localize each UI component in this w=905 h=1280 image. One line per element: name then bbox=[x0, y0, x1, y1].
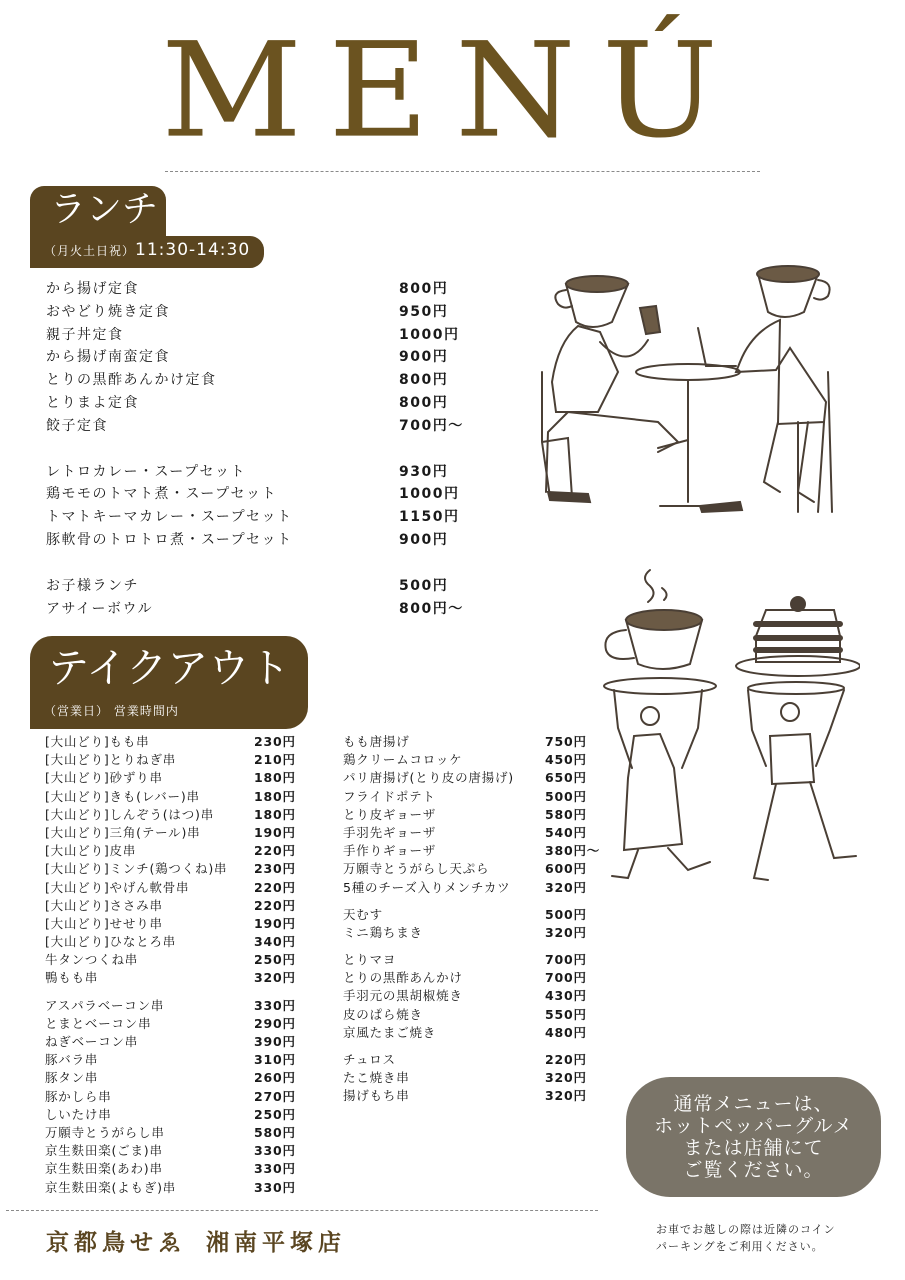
item-price: 180円 bbox=[254, 770, 296, 786]
item-name: [大山どり]もも串 bbox=[45, 734, 150, 749]
item-price: 250円 bbox=[254, 1106, 296, 1122]
item-price: 380円〜 bbox=[545, 843, 601, 859]
item-price: 330円 bbox=[254, 997, 296, 1013]
menu-item bbox=[46, 575, 476, 598]
menu-item bbox=[343, 906, 603, 924]
item-name: 豚バラ串 bbox=[45, 1052, 99, 1068]
item-name: 京生麩田楽(ごま)串 bbox=[45, 1143, 163, 1159]
menu-item bbox=[45, 1142, 305, 1160]
item-price: 190円 bbox=[254, 915, 296, 931]
item-name: から揚げ定食 bbox=[46, 281, 139, 297]
menu-item bbox=[343, 751, 603, 769]
item-price: 800円 bbox=[399, 394, 449, 411]
menu-item bbox=[45, 824, 305, 842]
item-price: 800円 bbox=[399, 372, 449, 389]
item-price: 650円 bbox=[545, 770, 587, 786]
menu-item bbox=[45, 860, 305, 878]
item-name: 手羽元の黒胡椒焼き bbox=[343, 988, 463, 1004]
item-price: 190円 bbox=[254, 824, 296, 840]
menu-item bbox=[46, 324, 476, 347]
shop-branch: 湘南平塚店 bbox=[206, 1230, 346, 1256]
item-name: 手羽先ギョーザ bbox=[343, 824, 437, 840]
menu-item bbox=[343, 733, 603, 751]
item-name: [大山どり]三角(テール)串 bbox=[45, 824, 201, 840]
item-name: 牛タンつくね串 bbox=[45, 952, 139, 968]
bottom-divider bbox=[6, 1210, 598, 1211]
item-price: 500円 bbox=[545, 788, 587, 804]
item-price: 320円 bbox=[254, 970, 296, 986]
item-price: 800円〜 bbox=[399, 600, 464, 617]
menu-item bbox=[46, 346, 476, 369]
item-price: 310円 bbox=[254, 1052, 296, 1068]
item-name: とまとベーコン串 bbox=[45, 1015, 152, 1031]
item-price: 250円 bbox=[254, 952, 296, 968]
item-name: 鶏モモのトマト煮・スープセット bbox=[46, 486, 277, 503]
menu-item bbox=[46, 598, 476, 621]
menu-item bbox=[45, 1015, 305, 1033]
menu-item bbox=[45, 1033, 305, 1051]
notice-line: または店舗にて bbox=[683, 1137, 824, 1159]
item-name: 鴨もも串 bbox=[45, 970, 99, 986]
item-name: [大山どり]とりねぎ串 bbox=[45, 752, 177, 768]
item-name: 5種のチーズ入りメンチカツ bbox=[343, 879, 511, 895]
item-price: 450円 bbox=[545, 752, 587, 768]
takeout-list-left bbox=[45, 733, 305, 1197]
item-price: 480円 bbox=[545, 1024, 587, 1040]
item-name: フライドポテト bbox=[343, 788, 436, 804]
takeout-heading: テイクアウト bbox=[48, 644, 291, 692]
item-price: 700円 bbox=[545, 970, 587, 986]
item-price: 1000円 bbox=[399, 486, 460, 503]
item-name: 豚タン串 bbox=[45, 1070, 99, 1086]
menu-item bbox=[45, 751, 305, 769]
menu-item bbox=[45, 1051, 305, 1069]
item-price: 220円 bbox=[545, 1052, 587, 1067]
item-name: トマトキーマカレー・スープセット bbox=[46, 509, 293, 526]
item-price: 900円 bbox=[399, 531, 449, 548]
item-name: 餃子定食 bbox=[46, 417, 108, 434]
item-price: 270円 bbox=[254, 1088, 296, 1104]
notice-line: ご覧ください。 bbox=[683, 1159, 824, 1181]
menu-item bbox=[46, 392, 476, 415]
shop-brand: 京都鳥せゑ bbox=[46, 1230, 186, 1256]
menu-item bbox=[343, 969, 603, 987]
menu-item bbox=[343, 1087, 603, 1105]
menu-item bbox=[45, 1124, 305, 1142]
item-name: 鶏クリームコロッケ bbox=[343, 752, 463, 768]
item-price: 180円 bbox=[254, 788, 296, 804]
lunch-heading: ランチ bbox=[50, 189, 159, 230]
item-name: とりまよ定食 bbox=[46, 394, 139, 411]
item-name: [大山どり]ミンチ(鶏つくね)串 bbox=[45, 861, 228, 877]
item-name: チュロス bbox=[343, 1052, 396, 1067]
menu-item bbox=[343, 1051, 603, 1069]
item-name: 揚げもち串 bbox=[343, 1088, 410, 1104]
menu-item bbox=[343, 860, 603, 878]
item-name: [大山どり]しんぞう(はつ)串 bbox=[45, 806, 215, 822]
menu-item bbox=[45, 933, 305, 951]
menu-item bbox=[45, 915, 305, 933]
item-price: 1150円 bbox=[399, 509, 460, 526]
item-name: アサイーボウル bbox=[46, 600, 154, 617]
menu-item bbox=[45, 1160, 305, 1178]
item-name: [大山どり]きも(レバー)串 bbox=[45, 788, 200, 804]
menu-item bbox=[45, 879, 305, 897]
regular-menu-notice bbox=[626, 1077, 881, 1197]
item-price: 320円 bbox=[545, 879, 587, 895]
item-name: から揚げ南蛮定食 bbox=[46, 349, 170, 366]
menu-item bbox=[46, 415, 476, 438]
lunch-menu-list bbox=[46, 278, 476, 620]
menu-item bbox=[343, 879, 603, 897]
item-name: おやどり焼き定食 bbox=[46, 303, 170, 320]
item-name: [大山どり]皮串 bbox=[45, 843, 137, 859]
item-price: 210円 bbox=[254, 752, 296, 768]
item-price: 1000円 bbox=[399, 326, 460, 343]
item-price: 220円 bbox=[254, 843, 296, 859]
menu-item bbox=[343, 806, 603, 824]
menu-item bbox=[45, 788, 305, 806]
menu-item bbox=[343, 824, 603, 842]
item-name: パリ唐揚げ(とり皮の唐揚げ) bbox=[343, 770, 514, 786]
item-name: とり皮ギョーザ bbox=[343, 806, 437, 822]
item-price: 340円 bbox=[254, 934, 296, 950]
item-price: 330円 bbox=[254, 1161, 296, 1177]
item-name: とりの黒酢あんかけ bbox=[343, 970, 463, 986]
item-price: 230円 bbox=[254, 861, 296, 877]
item-name: 手作りギョーザ bbox=[343, 843, 437, 859]
menu-item bbox=[45, 1088, 305, 1106]
item-name: 京風たまご焼き bbox=[343, 1024, 437, 1040]
item-name: 皮のぱら焼き bbox=[343, 1006, 423, 1022]
item-name: 豚かしら串 bbox=[45, 1088, 112, 1104]
menu-item bbox=[343, 1024, 603, 1042]
item-price: 330円 bbox=[254, 1179, 296, 1195]
item-name: 京生麩田楽(よもぎ)串 bbox=[45, 1179, 177, 1195]
item-name: とりの黒酢あんかけ定食 bbox=[46, 372, 217, 389]
takeout-hours: （営業日） 営業時間内 bbox=[44, 704, 179, 718]
notice-line: ホットペッパーグルメ bbox=[654, 1115, 853, 1137]
item-name: レトロカレー・スープセット bbox=[46, 463, 246, 480]
shop-name bbox=[46, 1224, 346, 1257]
waiters-illustration bbox=[598, 558, 860, 888]
top-divider bbox=[165, 171, 760, 172]
item-price: 930円 bbox=[399, 463, 449, 480]
lunch-time: 11:30-14:30 bbox=[135, 240, 251, 260]
item-price: 390円 bbox=[254, 1034, 296, 1049]
item-price: 260円 bbox=[254, 1070, 296, 1086]
menu-item bbox=[46, 506, 476, 529]
item-price: 580円 bbox=[545, 806, 587, 822]
item-price: 750円 bbox=[545, 734, 587, 749]
item-price: 220円 bbox=[254, 897, 296, 913]
item-name: [大山どり]せせり串 bbox=[45, 915, 163, 931]
menu-item bbox=[45, 997, 305, 1015]
menu-item bbox=[46, 301, 476, 324]
menu-item bbox=[45, 733, 305, 751]
item-name: 万願寺とうがらし天ぷら bbox=[343, 861, 490, 877]
item-name: 京生麩田楽(あわ)串 bbox=[45, 1161, 163, 1177]
item-name: 豚軟骨のトロトロ煮・スープセット bbox=[46, 531, 293, 548]
item-price: 700円〜 bbox=[399, 417, 464, 434]
notice-line: 通常メニューは、 bbox=[673, 1093, 834, 1115]
item-name: 天むす bbox=[343, 906, 383, 922]
item-price: 700円 bbox=[545, 952, 587, 968]
item-price: 290円 bbox=[254, 1015, 296, 1031]
lunch-hours bbox=[44, 240, 250, 261]
parking-notice-line: お車でお越しの際は近隣のコイン bbox=[656, 1223, 836, 1236]
takeout-list-right bbox=[343, 733, 603, 1106]
menu-item bbox=[45, 969, 305, 987]
menu-item bbox=[45, 1179, 305, 1197]
menu-item bbox=[45, 842, 305, 860]
menu-item bbox=[45, 806, 305, 824]
menu-item bbox=[46, 529, 476, 552]
item-name: とりマヨ bbox=[343, 952, 397, 968]
menu-item bbox=[343, 788, 603, 806]
menu-item bbox=[343, 1069, 603, 1087]
menu-item bbox=[45, 1069, 305, 1087]
item-price: 600円 bbox=[545, 861, 587, 877]
item-name: [大山どり]やげん軟骨串 bbox=[45, 879, 190, 895]
item-name: ねぎベーコン串 bbox=[45, 1034, 139, 1049]
lunch-days: （月火土日祝） bbox=[44, 244, 136, 258]
menu-item bbox=[343, 842, 603, 860]
item-name: しいたけ串 bbox=[45, 1106, 112, 1122]
item-price: 320円 bbox=[545, 924, 587, 940]
menu-item bbox=[343, 987, 603, 1005]
item-name: アスパラベーコン串 bbox=[45, 997, 165, 1013]
menu-item bbox=[46, 369, 476, 392]
item-price: 320円 bbox=[545, 1088, 587, 1104]
item-name: もも唐揚げ bbox=[343, 734, 410, 749]
menu-item bbox=[46, 278, 476, 301]
item-name: [大山どり]砂ずり串 bbox=[45, 770, 163, 786]
menu-title: MENÚ bbox=[160, 14, 745, 168]
item-price: 500円 bbox=[545, 906, 587, 922]
menu-item bbox=[343, 1006, 603, 1024]
item-price: 220円 bbox=[254, 879, 296, 895]
menu-item bbox=[45, 897, 305, 915]
item-name: 万願寺とうがらし串 bbox=[45, 1124, 165, 1140]
menu-item bbox=[45, 1106, 305, 1124]
item-name: 親子丼定食 bbox=[46, 326, 124, 343]
item-price: 550円 bbox=[545, 1006, 587, 1022]
item-name: お子様ランチ bbox=[46, 577, 139, 594]
item-price: 430円 bbox=[545, 988, 587, 1004]
item-price: 580円 bbox=[254, 1124, 296, 1140]
item-price: 500円 bbox=[399, 577, 449, 594]
item-price: 540円 bbox=[545, 824, 587, 840]
item-name: [大山どり]ひなとろ串 bbox=[45, 934, 177, 950]
item-price: 180円 bbox=[254, 806, 296, 822]
item-price: 230円 bbox=[254, 734, 296, 749]
menu-item bbox=[343, 924, 603, 942]
menu-item bbox=[46, 461, 476, 484]
item-price: 800円 bbox=[399, 281, 449, 297]
item-price: 320円 bbox=[545, 1070, 587, 1086]
menu-item bbox=[343, 769, 603, 787]
menu-item bbox=[46, 483, 476, 506]
item-price: 900円 bbox=[399, 349, 449, 366]
item-price: 330円 bbox=[254, 1143, 296, 1159]
parking-notice-line: パーキングをご利用ください。 bbox=[656, 1240, 824, 1253]
item-name: ミニ鶏ちまき bbox=[343, 924, 423, 940]
item-name: [大山どり]ささみ串 bbox=[45, 897, 163, 913]
item-price: 950円 bbox=[399, 303, 449, 320]
parking-notice bbox=[656, 1221, 836, 1255]
item-name: たこ焼き串 bbox=[343, 1070, 410, 1086]
cafe-table-illustration bbox=[528, 262, 838, 522]
menu-item bbox=[45, 769, 305, 787]
menu-item bbox=[45, 951, 305, 969]
menu-item bbox=[343, 951, 603, 969]
